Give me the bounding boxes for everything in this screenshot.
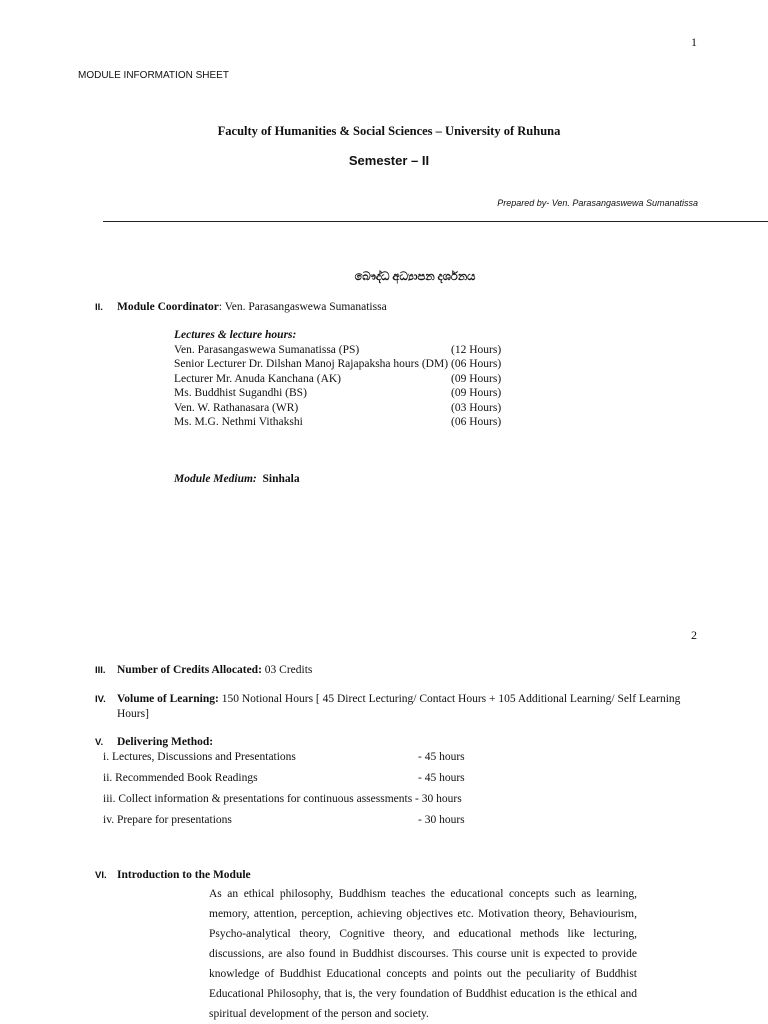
table-row: [174, 372, 501, 386]
module-coordinator: [95, 301, 387, 313]
section-numeral: IV.: [95, 694, 106, 705]
medium-label: Module Medium:: [174, 473, 257, 485]
lecturer-name: Ms. Buddhist Sugandhi (BS): [174, 387, 307, 400]
section-numeral: V.: [95, 737, 104, 748]
lecturer-hours: (06 Hours): [451, 416, 502, 429]
semester-heading: Semester – II: [348, 153, 430, 168]
list-item: [103, 813, 465, 834]
module-title: බෞද්ධ අධ්‍යාපන දර්ශනය: [354, 271, 476, 283]
lecturer-table: [174, 343, 501, 429]
section-numeral: II.: [95, 302, 103, 313]
lecturer-hours: (09 Hours): [451, 372, 502, 385]
delivery-text: ii. Recommended Book Readings: [103, 772, 258, 784]
delivering-method: [95, 736, 213, 748]
volume-value-continued: Hours]: [117, 708, 149, 720]
volume-label: Volume of Learning:: [117, 693, 219, 705]
table-row: [174, 386, 501, 400]
delivering-label: Delivering Method:: [117, 736, 214, 748]
divider: [103, 221, 768, 222]
list-item: [103, 771, 465, 792]
credits-allocated: [95, 664, 312, 676]
delivery-hours: - 30 hours: [418, 814, 465, 826]
introduction-label: Introduction to the Module: [117, 869, 251, 881]
delivery-hours: - 45 hours: [418, 751, 465, 763]
lecturer-hours: (12 Hours): [451, 344, 502, 356]
coordinator-value: : Ven. Parasangaswewa Sumanatissa: [218, 301, 387, 313]
page-number: 2: [691, 628, 697, 642]
introduction-paragraph: As an ethical philosophy, Buddhism teaches the educational concepts such as learning, memory, attention, perception, achieving objectives etc. Motivation theory, Behaviourism, Psycho-analytical theory, Cognitive theory, and educational methods like lecturing, discussions, are also found in Buddhist discourses. This course unit is expected to provide knowledge of Buddhist Educational concepts and points out the peculiarity of Buddhist Educational Philosophy, that is, the very foundation of Buddhist education is the ethical and spiritual development of the person and society.: [209, 888, 637, 1020]
delivery-text: i. Lectures, Discussions and Presentations: [103, 751, 296, 763]
lecturer-name: Ven. W. Rathanasara (WR): [174, 401, 299, 414]
credits-label: Number of Credits Allocated:: [117, 664, 262, 676]
table-row: [174, 401, 501, 415]
table-row: [174, 415, 501, 429]
section-numeral: VI.: [95, 870, 107, 881]
introduction-heading: [95, 869, 251, 881]
delivery-text: iv. Prepare for presentations: [103, 814, 232, 826]
credits-value: 03 Credits: [264, 664, 313, 676]
list-item: [103, 792, 462, 813]
delivery-hours: - 45 hours: [418, 772, 465, 784]
medium-value: Sinhala: [262, 473, 300, 485]
delivery-text: iii. Collect information & presentations for continuous assessments - 30 hours: [103, 793, 462, 805]
volume-value: 150 Notional Hours [ 45 Direct Lecturing/ Contact Hours + 105 Additional Learning/ Self Learning: [221, 693, 681, 705]
module-medium: [174, 473, 300, 485]
lecturer-hours: (03 Hours): [451, 401, 502, 414]
sheet-title: MODULE INFORMATION SHEET: [78, 70, 229, 81]
table-row: [174, 343, 501, 357]
lectures-heading: Lectures & lecture hours:: [174, 329, 297, 341]
prepared-by: Prepared by- Ven. Parasangaswewa Sumanatissa: [497, 198, 698, 208]
lecturer-name: Lecturer Mr. Anuda Kanchana (AK): [174, 372, 342, 385]
table-row: [174, 357, 501, 371]
lecturer-hours: (09 Hours): [451, 387, 502, 400]
lecturer-name: Ven. Parasangaswewa Sumanatissa (PS): [174, 344, 360, 356]
lecturer-name: Senior Lecturer Dr. Dilshan Manoj Rajapaksha hours (DM): [174, 358, 449, 371]
coordinator-label: Module Coordinator: [117, 301, 219, 313]
lecturer-hours: (06 Hours): [451, 358, 502, 371]
lecturer-name: Ms. M.G. Nethmi Vithakshi: [174, 416, 303, 429]
faculty-heading: Faculty of Humanities & Social Sciences – University of Ruhuna: [217, 124, 561, 138]
page-number: 1: [691, 35, 697, 49]
volume-of-learning: [95, 693, 680, 705]
section-numeral: III.: [95, 665, 106, 676]
delivering-list: [103, 750, 465, 834]
list-item: [103, 750, 465, 771]
